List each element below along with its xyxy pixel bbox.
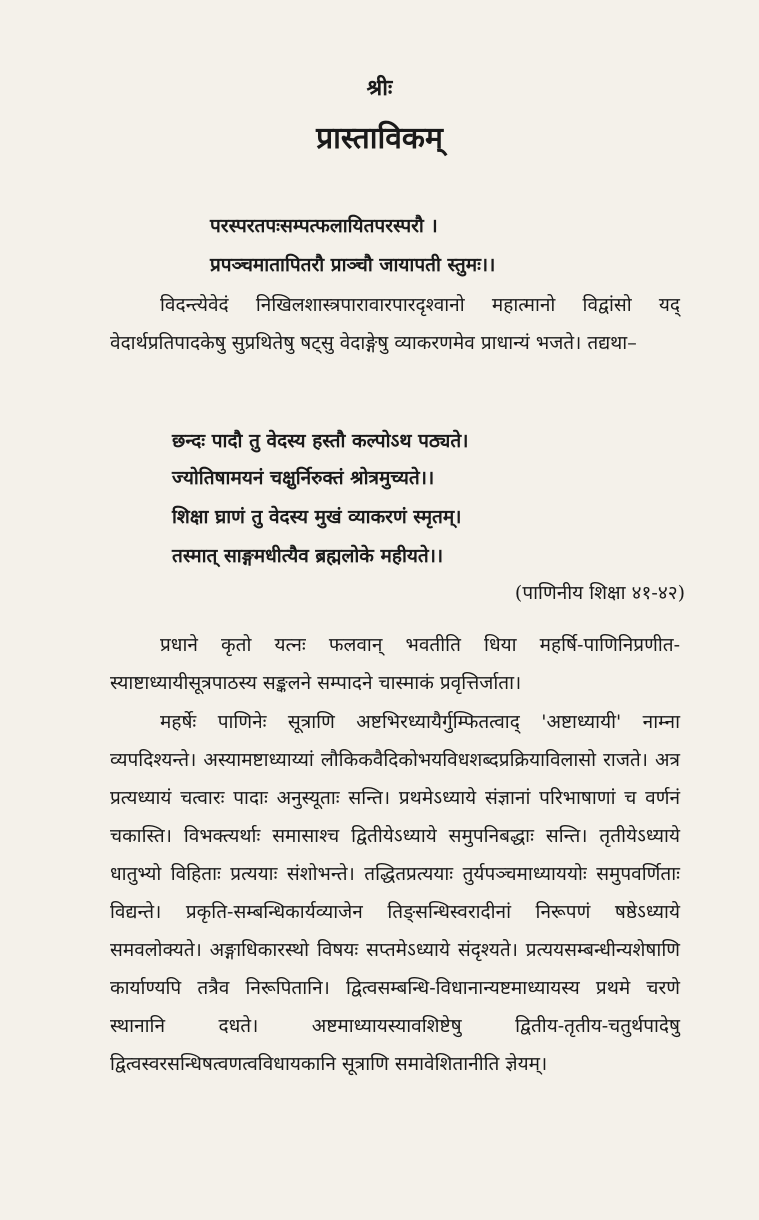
verse-citation: (पाणिनीय शिक्षा ४१-४२) <box>514 582 685 604</box>
shiksha-verse-line-4: तस्मात् साङ्गमधीत्यैव ब्रह्मलोके महीयते।। <box>172 545 444 567</box>
shiksha-verse-line-1: छन्दः पादौ तु वेदस्य हस्तौ कल्पोऽथ पठ्यते। <box>172 430 469 452</box>
paragraph-3: महर्षेः पाणिनेः सूत्राणि अष्टभिरध्यायैर्गुम्फितत्वाद् 'अष्टाध्यायी' नाम्ना व्यपदिश्यन्ते। अस्यामष्टाध्याय्यां लौकिकवैदिकोभयविधशब्दप्रक्रियाविलासो राजते। अत्र प्रत्यध्यायं चत्वारः पादाः अनुस्यूताः सन्ति। प्रथमेऽध्याये संज्ञानां परिभाषाणां च वर्णनं चकास्ति। विभक्त्यर्थाः समासाश्च द्वितीयेऽध्याये समुपनिबद्धाः सन्ति। तृतीयेऽध्याये धातुभ्यो विहिताः प्रत्ययाः संशोभन्ते। तद्धितप्रत्ययाः तुर्यपञ्चमाध्याययोः समुपवर्णिताः विद्यन्ते। प्रकृति-सम्बन्धिकार्यव्याजेन तिङ्सन्धिस्वरादीनां निरूपणं षष्ठेऽध्याये समवलोक्यते। अङ्गाधिकारस्थो विषयः सप्तमेऽध्याये संदृश्यते। प्रत्ययसम्बन्धीन्यशेषाणि कार्याण्यपि तत्रैव निरूपितानि। द्वित्वसम्बन्धि-विधानान्यष्टमाध्यायस्य प्रथमे चरणे स्थानानि दधते। अष्टमाध्यायस्यावशिष्टेषु द्वितीय-तृतीय-चतुर्थपादेषु द्वित्वस्वरसन्धिषत्वणत्वविधायकानि सूत्राणि समावेशितानीति ज्ञेयम्। <box>110 711 680 1075</box>
page-title: प्रास्ताविकम् <box>316 121 443 156</box>
header-invocation: श्रीः <box>366 75 393 101</box>
paragraph-2: प्रधाने कृतो यत्नः फलवान् भवतीति धिया महर्षि-पाणिनिप्रणीत-स्याष्टाध्यायीसूत्रपाठस्य सङ्कलने सम्पादने चास्माकं प्रवृत्तिर्जाता। <box>110 634 680 694</box>
paragraph-1: विदन्त्येवेदं निखिलशास्त्रपारावारपारदृश्वानो महात्मानो विद्वांसो यद् वेदार्थप्रतिपादकेषु सुप्रथितेषु षट्सु वेदाङ्गेषु व्याकरणमेव प्राधान्यं भजते। तद्यथा– <box>110 294 680 354</box>
opening-verse-line-1: परस्परतपःसम्पत्फलायितपरस्परौ । <box>210 215 438 237</box>
shiksha-verse-line-3: शिक्षा घ्राणं तु वेदस्य मुखं व्याकरणं स्मृतम्। <box>172 506 462 528</box>
shiksha-verse-line-2: ज्योतिषामयनं चक्षुर्निरुक्तं श्रोत्रमुच्यते।। <box>172 467 435 489</box>
opening-verse-line-2: प्रपञ्चमातापितरौ प्राञ्चौ जायापती स्तुमः।। <box>210 254 496 276</box>
